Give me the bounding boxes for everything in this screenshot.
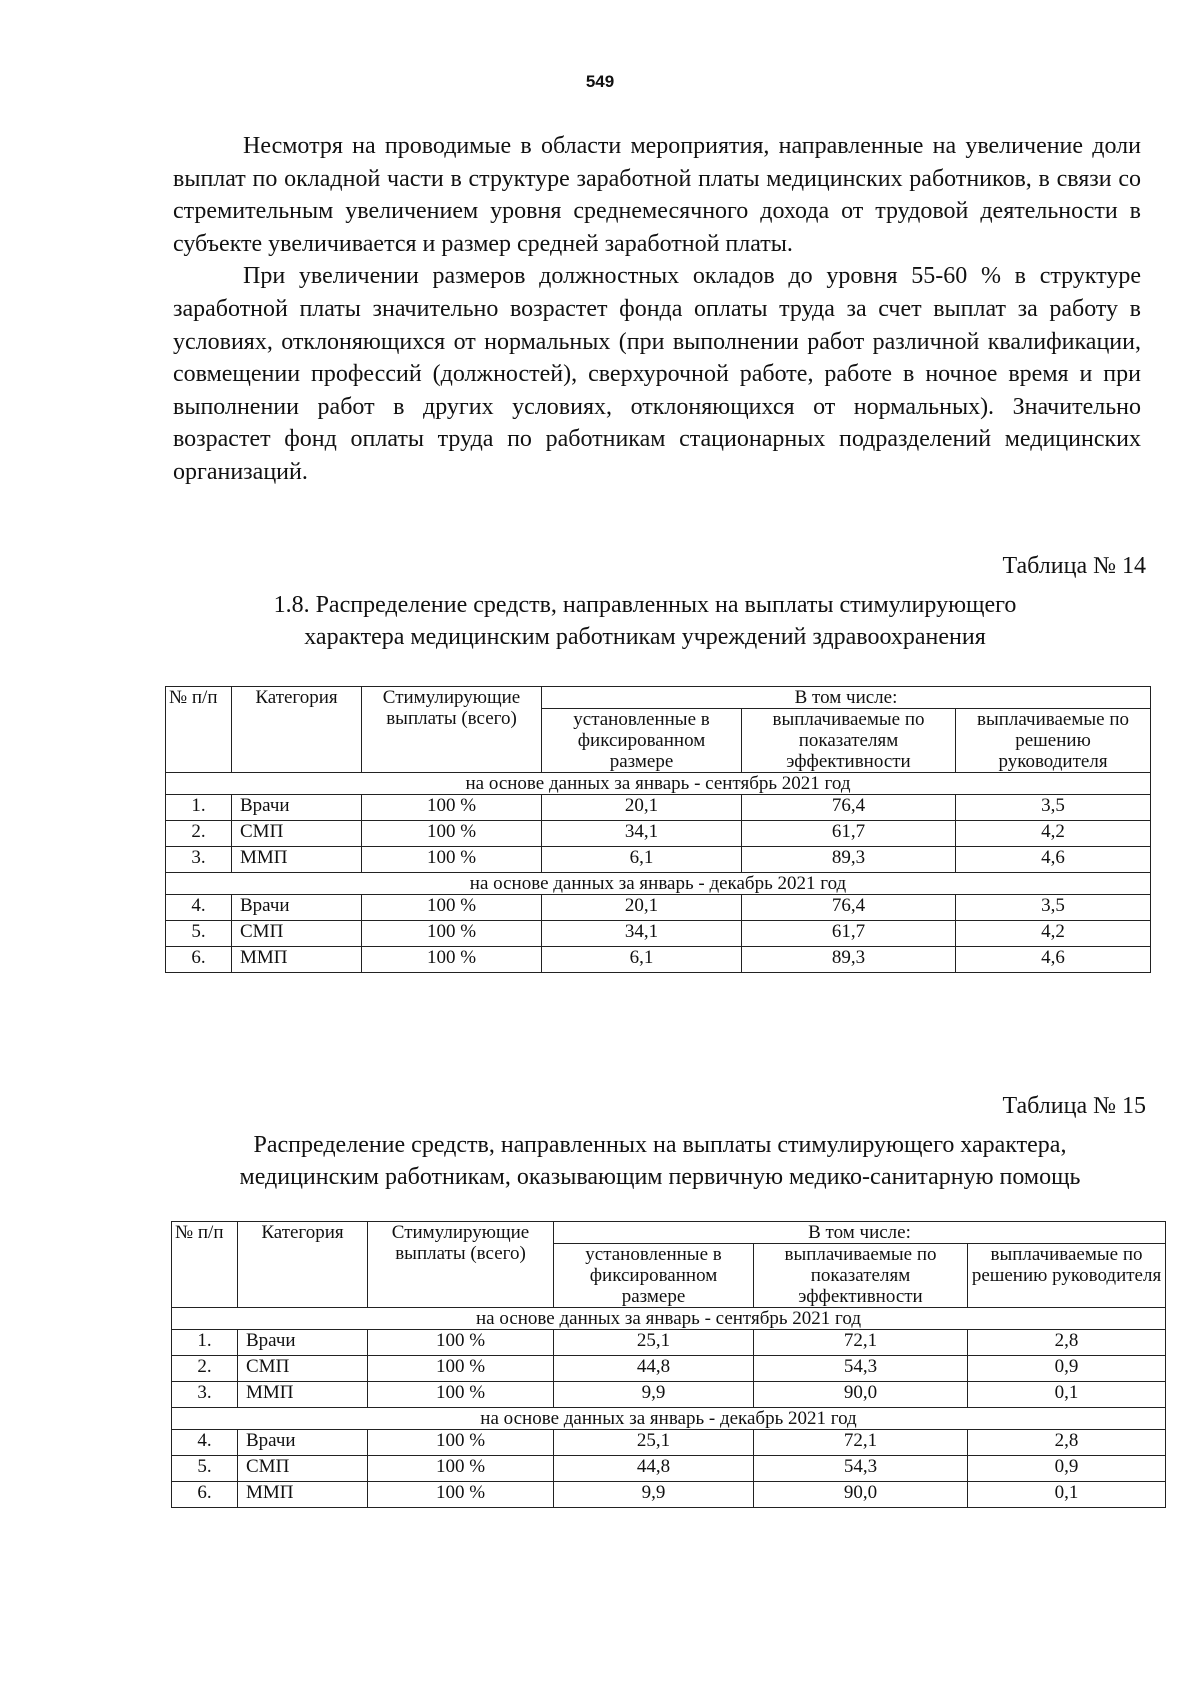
table-14-label: Таблица № 14 — [1002, 553, 1146, 579]
table-15-label: Таблица № 15 — [1002, 1093, 1146, 1119]
cell-efficiency: 61,7 — [742, 821, 956, 847]
cell-num: 2. — [172, 1356, 238, 1382]
header-category: Категория — [232, 687, 362, 773]
cell-manager: 3,5 — [956, 795, 1151, 821]
cell-fixed: 25,1 — [554, 1330, 754, 1356]
cell-num: 2. — [166, 821, 232, 847]
cell-manager: 4,2 — [956, 921, 1151, 947]
cell-num: 4. — [172, 1430, 238, 1456]
cell-efficiency: 89,3 — [742, 847, 956, 873]
header-total: Стимулирующие выплаты (всего) — [368, 1222, 554, 1308]
cell-manager: 4,2 — [956, 821, 1151, 847]
header-efficiency: выплачиваемые по показателям эффективности — [742, 709, 956, 773]
cell-manager: 3,5 — [956, 895, 1151, 921]
table-row — [166, 795, 1151, 821]
table-row — [172, 1430, 1166, 1456]
table-14 — [165, 686, 1151, 973]
header-manager: выплачиваемые по решению руководителя — [968, 1244, 1166, 1308]
cell-efficiency: 72,1 — [754, 1430, 968, 1456]
cell-fixed: 34,1 — [542, 821, 742, 847]
table-row — [172, 1382, 1166, 1408]
table-row — [172, 1330, 1166, 1356]
cell-category: СМП — [238, 1456, 368, 1482]
cell-total: 100 % — [368, 1382, 554, 1408]
group-title: на основе данных за январь - сентябрь 2021 год — [166, 773, 1151, 795]
header-manager: выплачиваемые по решению руководителя — [956, 709, 1151, 773]
cell-category: ММП — [232, 947, 362, 973]
group-header-row — [166, 773, 1151, 795]
cell-fixed: 6,1 — [542, 847, 742, 873]
cell-num: 6. — [166, 947, 232, 973]
cell-total: 100 % — [368, 1330, 554, 1356]
cell-total: 100 % — [368, 1482, 554, 1508]
cell-total: 100 % — [368, 1430, 554, 1456]
group-header-row — [172, 1408, 1166, 1430]
cell-num: 5. — [166, 921, 232, 947]
group-title: на основе данных за январь - декабрь 2021 год — [166, 873, 1151, 895]
cell-total: 100 % — [368, 1456, 554, 1482]
cell-category: Врачи — [232, 895, 362, 921]
header-efficiency: выплачиваемые по показателям эффективности — [754, 1244, 968, 1308]
cell-manager: 2,8 — [968, 1430, 1166, 1456]
cell-efficiency: 76,4 — [742, 895, 956, 921]
group-title: на основе данных за январь - сентябрь 2021 год — [172, 1308, 1166, 1330]
header-fixed: установленные в фиксированном размере — [554, 1244, 754, 1308]
paragraph: Несмотря на проводимые в области мероприятия, направленные на увеличение доли выплат по окладной части в структуре заработной платы медицинских работников, в связи со стремительным увеличением уровня среднемесячного дохода от трудовой деятельности в субъекте увеличивается и размер средней заработной платы. — [173, 133, 1141, 257]
cell-fixed: 6,1 — [542, 947, 742, 973]
cell-fixed: 9,9 — [554, 1482, 754, 1508]
caption-line: медицинским работникам, оказывающим первичную медико-санитарную помощь — [239, 1164, 1081, 1190]
table-15-body — [172, 1308, 1166, 1508]
cell-efficiency: 76,4 — [742, 795, 956, 821]
cell-efficiency: 90,0 — [754, 1482, 968, 1508]
table-14-body — [166, 773, 1151, 973]
cell-manager: 2,8 — [968, 1330, 1166, 1356]
header-category: Категория — [238, 1222, 368, 1308]
cell-manager: 4,6 — [956, 947, 1151, 973]
caption-line: характера медицинским работникам учреждений здравоохранения — [304, 624, 986, 650]
cell-manager: 0,1 — [968, 1382, 1166, 1408]
page-number: 549 — [585, 72, 615, 91]
cell-num: 5. — [172, 1456, 238, 1482]
cell-category: СМП — [238, 1356, 368, 1382]
cell-efficiency: 72,1 — [754, 1330, 968, 1356]
cell-category: СМП — [232, 821, 362, 847]
table-row — [166, 847, 1151, 873]
cell-total: 100 % — [368, 1356, 554, 1382]
cell-manager: 4,6 — [956, 847, 1151, 873]
cell-fixed: 25,1 — [554, 1430, 754, 1456]
cell-efficiency: 61,7 — [742, 921, 956, 947]
table-row — [166, 921, 1151, 947]
header-total: Стимулирующие выплаты (всего) — [362, 687, 542, 773]
header-including: В том числе: — [542, 687, 1151, 709]
cell-fixed: 9,9 — [554, 1382, 754, 1408]
cell-category: Врачи — [238, 1330, 368, 1356]
paragraph: При увеличении размеров должностных окладов до уровня 55-60 % в структуре заработной платы значительно возрастет фонда оплаты труда за счет выплат за работу в условиях, отклоняющихся от нормальных (при выполнении работ различной квалификации, совмещении профессий (должностей), сверхурочной работе, работе в ночное время и при выполнении работ в других условиях, отклоняющихся от нормальных). Значительно возрастет фонд оплаты труда по работникам стационарных подразделений медицинских организаций. — [173, 263, 1141, 485]
cell-total: 100 % — [362, 821, 542, 847]
cell-num: 1. — [166, 795, 232, 821]
cell-total: 100 % — [362, 847, 542, 873]
header-including: В том числе: — [554, 1222, 1166, 1244]
cell-category: СМП — [232, 921, 362, 947]
cell-category: Врачи — [238, 1430, 368, 1456]
cell-num: 1. — [172, 1330, 238, 1356]
cell-manager: 0,9 — [968, 1356, 1166, 1382]
cell-num: 6. — [172, 1482, 238, 1508]
header-fixed: установленные в фиксированном размере — [542, 709, 742, 773]
table-row — [166, 821, 1151, 847]
table-row — [166, 895, 1151, 921]
caption-line: Распределение средств, направленных на выплаты стимулирующего характера, — [253, 1132, 1067, 1158]
table-row — [172, 1356, 1166, 1382]
cell-manager: 0,1 — [968, 1482, 1166, 1508]
cell-total: 100 % — [362, 947, 542, 973]
cell-category: ММП — [238, 1482, 368, 1508]
cell-fixed: 44,8 — [554, 1356, 754, 1382]
header-num: № п/п — [166, 687, 232, 773]
table-15 — [171, 1221, 1166, 1508]
cell-num: 3. — [172, 1382, 238, 1408]
group-header-row — [166, 873, 1151, 895]
cell-num: 4. — [166, 895, 232, 921]
cell-fixed: 44,8 — [554, 1456, 754, 1482]
cell-fixed: 20,1 — [542, 895, 742, 921]
cell-category: Врачи — [232, 795, 362, 821]
table-15-caption — [160, 1129, 1160, 1193]
cell-category: ММП — [238, 1382, 368, 1408]
cell-total: 100 % — [362, 795, 542, 821]
group-title: на основе данных за январь - декабрь 2021 год — [172, 1408, 1166, 1430]
table-14-caption — [160, 589, 1130, 653]
cell-efficiency: 90,0 — [754, 1382, 968, 1408]
cell-efficiency: 89,3 — [742, 947, 956, 973]
cell-fixed: 34,1 — [542, 921, 742, 947]
cell-efficiency: 54,3 — [754, 1356, 968, 1382]
cell-manager: 0,9 — [968, 1456, 1166, 1482]
cell-fixed: 20,1 — [542, 795, 742, 821]
caption-line: 1.8. Распределение средств, направленных на выплаты стимулирующего — [273, 592, 1017, 618]
table-row — [166, 947, 1151, 973]
table-row — [172, 1456, 1166, 1482]
cell-total: 100 % — [362, 921, 542, 947]
cell-total: 100 % — [362, 895, 542, 921]
body-text — [173, 130, 1141, 489]
table-row — [172, 1482, 1166, 1508]
cell-num: 3. — [166, 847, 232, 873]
group-header-row — [172, 1308, 1166, 1330]
header-num: № п/п — [172, 1222, 238, 1308]
cell-efficiency: 54,3 — [754, 1456, 968, 1482]
cell-category: ММП — [232, 847, 362, 873]
